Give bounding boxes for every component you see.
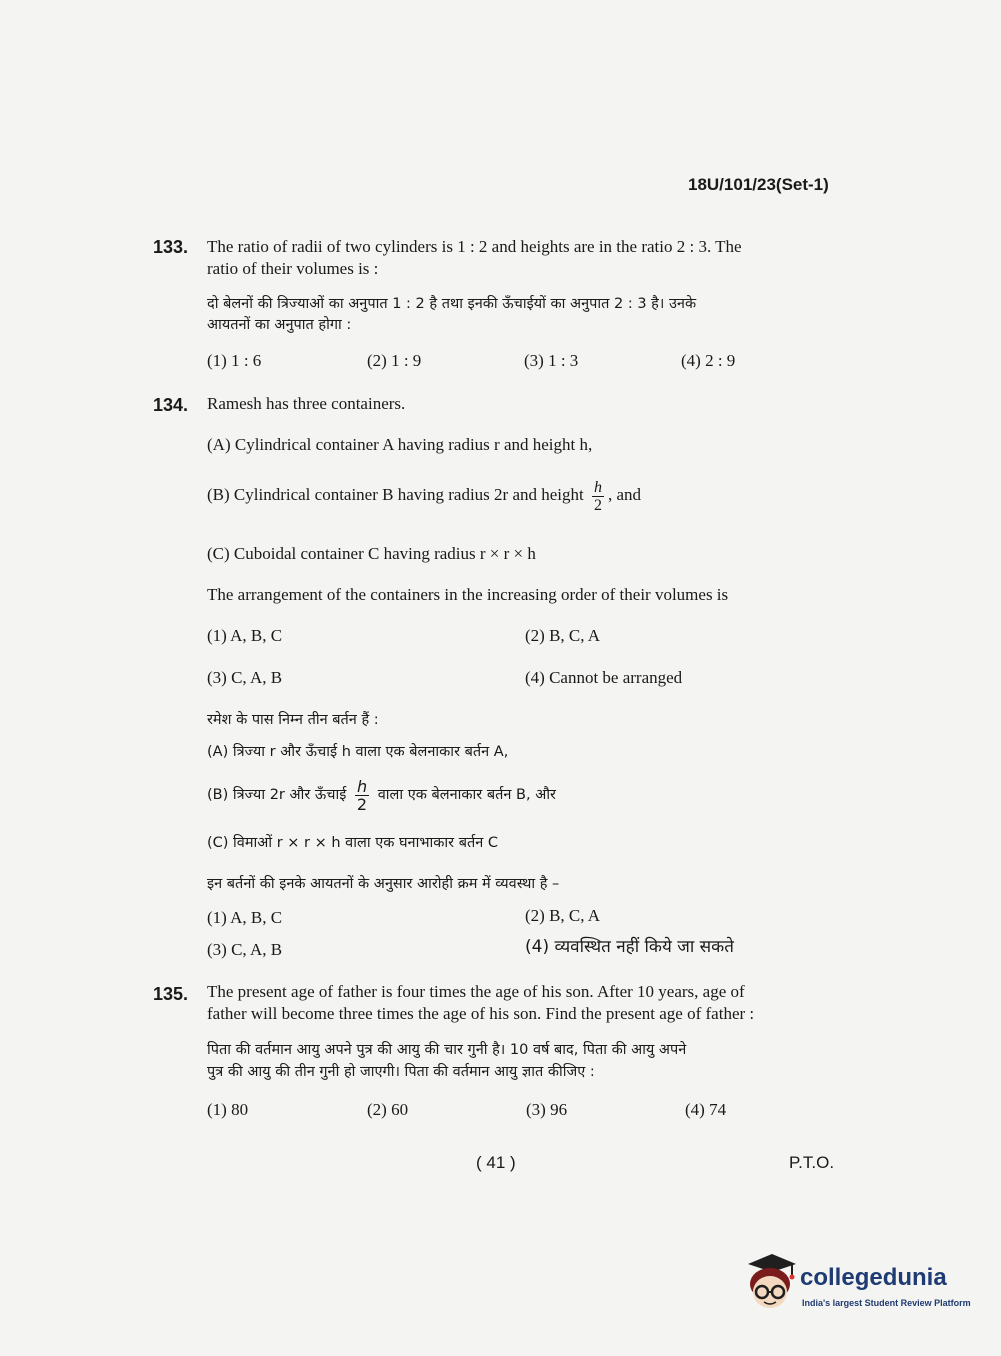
question-text-english: The arrangement of the containers in the increasing order of their volumes is [207, 585, 729, 604]
option: (4) 74 [685, 1100, 727, 1119]
question-text-hindi: पुत्र की आयु की तीन गुनी हो जाएगी। पिता की वर्तमान आयु ज्ञात कीजिए : [207, 1064, 595, 1080]
question-number: 135. [153, 984, 189, 1004]
option: (2) B, C, A [525, 906, 601, 925]
fraction-h-over-2 [592, 479, 604, 514]
option: (4) व्यवस्थित नहीं किये जा सकते [525, 937, 734, 957]
option: (1) A, B, C [207, 908, 283, 927]
fraction-numerator: h [594, 478, 602, 496]
question-text-english: The present age of father is four times the age of his son. After 10 years, age of [207, 982, 745, 1001]
option: (3) 1 : 3 [524, 351, 579, 370]
question-text-english: ratio of their volumes is : [207, 259, 379, 278]
statement-a: (A) Cylindrical container A having radius r and height h, [207, 435, 593, 454]
question-text-hindi: पिता की वर्तमान आयु अपने पुत्र की आयु की चार गुनी है। 10 वर्ष बाद, पिता की आयु अपने [207, 1042, 687, 1058]
option: (1) A, B, C [207, 626, 283, 645]
collegedunia-watermark [742, 1248, 972, 1318]
option: (3) 96 [526, 1100, 568, 1119]
option: (2) B, C, A [525, 626, 601, 645]
fraction-denominator: 2 [356, 794, 368, 814]
question-number: 133. [153, 237, 189, 257]
question-text-hindi: रमेश के पास निम्न तीन बर्तन हैं : [207, 712, 379, 728]
question-text-english: father will become three times the age of his son. Find the present age of father : [207, 1004, 755, 1023]
option: (3) C, A, B [207, 940, 283, 959]
mascot-icon [742, 1250, 798, 1312]
paper-code: 18U/101/23(Set-1) [688, 175, 829, 194]
question-text-english: Ramesh has three containers. [207, 394, 406, 413]
brand-tagline: India's largest Student Review Platform [802, 1298, 971, 1308]
page-number: ( 41 ) [476, 1153, 516, 1172]
question-text-hindi: आयतनों का अनुपात होगा : [207, 317, 352, 333]
fraction-h-over-2 [355, 778, 369, 813]
option: (4) Cannot be arranged [525, 668, 683, 687]
statement-b-text: (B) Cylindrical container B having radius 2r and height [207, 485, 584, 504]
question-number: 134. [153, 395, 189, 415]
statement-b-suffix: , and [608, 485, 642, 504]
statement-b-hindi-suffix: वाला एक बेलनाकार बर्तन B, और [377, 787, 556, 803]
statement-b [207, 472, 641, 518]
fraction-denominator: 2 [594, 496, 602, 514]
question-text-hindi: इन बर्तनों की इनके आयतनों के अनुसार आरोही क्रम में व्यवस्था है – [207, 876, 560, 892]
statement-b-hindi-text: (B) त्रिज्या 2r और ऊँचाई [207, 787, 347, 803]
statement-a-hindi: (A) त्रिज्या r और ऊँचाई h वाला एक बेलनाकार बर्तन A, [207, 744, 509, 760]
question-text-english: The ratio of radii of two cylinders is 1 : 2 and heights are in the ratio 2 : 3. The [207, 237, 742, 256]
option: (2) 60 [367, 1100, 409, 1119]
option: (3) C, A, B [207, 668, 283, 687]
option: (1) 80 [207, 1100, 249, 1119]
question-text-hindi: दो बेलनों की त्रिज्याओं का अनुपात 1 : 2 है तथा इनकी ऊँचाईयों का अनुपात 2 : 3 है। उनके [207, 296, 697, 312]
statement-c-hindi: (C) विमाओं r × r × h वाला एक घनाभाकार बर्तन C [207, 835, 499, 851]
statement-b-hindi [207, 772, 556, 818]
option: (1) 1 : 6 [207, 351, 262, 370]
statement-c: (C) Cuboidal container C having radius r × r × h [207, 544, 536, 563]
brand-name: collegedunia [800, 1264, 947, 1291]
option: (2) 1 : 9 [367, 351, 422, 370]
fraction-numerator: h [356, 776, 368, 796]
option: (4) 2 : 9 [681, 351, 736, 370]
pto-label: P.T.O. [789, 1153, 835, 1172]
